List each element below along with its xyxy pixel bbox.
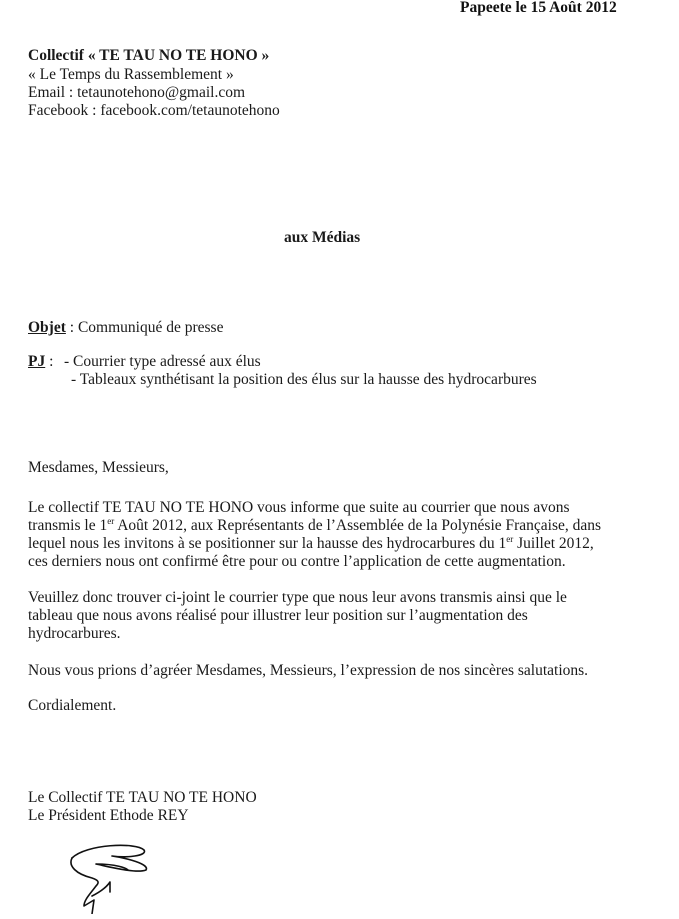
handwritten-signature-icon: [66, 842, 166, 919]
signature-organization: Le Collectif TE TAU NO TE HONO: [28, 789, 257, 806]
subject-label: Objet: [28, 319, 66, 336]
ordinal-superscript: er: [107, 516, 115, 526]
organization-name: Collectif « TE TAU NO TE HONO »: [28, 47, 270, 64]
subject-text: : Communiqué de presse: [65, 319, 224, 336]
paragraph-line: [28, 517, 601, 535]
attachments-separator: :: [45, 353, 54, 370]
subject-line: [28, 319, 223, 337]
paragraph-line: tableau que nous avons réalisé pour illustrer leur position sur l’augmentation des: [28, 607, 528, 624]
paragraph-line: ces derniers nous ont confirmé être pour ou contre l’application de cette augmentation.: [28, 553, 566, 570]
attachments-label-line: [28, 353, 53, 371]
recipient-heading: aux Médias: [284, 229, 361, 246]
paragraph-line: hydrocarbures.: [28, 625, 121, 642]
signature-name: Le Président Ethode REY: [28, 807, 189, 824]
attachment-item: - Tableaux synthétisant la position des élus sur la hausse des hydrocarbures: [71, 371, 537, 388]
salutation: Mesdames, Messieurs,: [28, 459, 169, 476]
organization-tagline: « Le Temps du Rassemblement »: [28, 66, 234, 83]
text-run: lequel nous les invitons à se positionner sur la hausse des hydrocarbures du 1: [28, 535, 507, 552]
letter-date: Papeete le 15 Août 2012: [460, 0, 617, 16]
paragraph-line: [28, 535, 594, 553]
sender-email: Email : tetaunotehono@gmail.com: [28, 84, 246, 101]
paragraph-3: Nous vous prions d’agréer Mesdames, Messieurs, l’expression de nos sincères salutations.: [28, 662, 589, 679]
ordinal-superscript: er: [506, 534, 514, 544]
closing: Cordialement.: [28, 697, 117, 714]
attachment-item: - Courrier type adressé aux élus: [64, 353, 261, 370]
paragraph-line: Le collectif TE TAU NO TE HONO vous informe que suite au courrier que nous avons: [28, 499, 570, 516]
paragraph-line: Veuillez donc trouver ci-joint le courrier type que nous leur avons transmis ainsi que le: [28, 589, 567, 606]
text-run: Juillet 2012,: [513, 535, 594, 552]
text-run: Août 2012, aux Représentants de l’Assemblée de la Polynésie Française, dans: [114, 517, 602, 534]
sender-facebook: Facebook : facebook.com/tetaunotehono: [28, 102, 280, 119]
attachments-label: PJ: [28, 353, 46, 370]
text-run: transmis le 1: [28, 517, 108, 534]
